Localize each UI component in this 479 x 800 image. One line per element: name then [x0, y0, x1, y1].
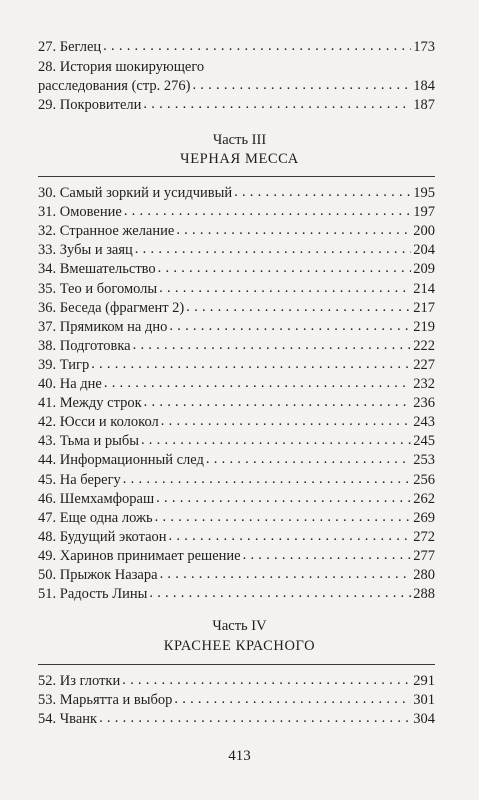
- toc-entry-title: 32. Странное желание: [38, 223, 175, 240]
- toc-entry-page: 232: [413, 376, 435, 392]
- toc-entry-title: 36. Беседа (фрагмент 2): [38, 299, 185, 316]
- toc-entry-title: 52. Из глотки: [38, 673, 121, 689]
- toc-entry-title: 47. Еще одна ложь: [38, 509, 153, 526]
- toc-entry-title-line1: 28. История шокирующего: [38, 59, 205, 75]
- toc-entry-title: 46. Шемхамфораш: [38, 490, 155, 507]
- dot-leader: [243, 546, 412, 564]
- toc-entry: [38, 394, 435, 412]
- toc-entry-page: 195: [413, 185, 435, 201]
- toc-entry: [38, 96, 435, 114]
- divider: [38, 664, 435, 665]
- dot-leader: [186, 298, 411, 316]
- toc-entry-title: 51. Радость Лины: [38, 586, 148, 603]
- toc-entry-page: 243: [413, 414, 435, 431]
- part-heading: Часть IV: [212, 618, 267, 634]
- toc-entry: [38, 280, 435, 298]
- page-number: 413: [228, 748, 251, 764]
- divider: [38, 176, 435, 177]
- toc-entry-title: 45. На берегу: [38, 471, 121, 488]
- toc-entry: [38, 471, 435, 489]
- toc-entry: [38, 528, 435, 546]
- toc-entry-title: 43. Тьма и рыбы: [38, 433, 139, 450]
- dot-leader: [169, 527, 412, 545]
- toc-entry-page: 227: [413, 356, 435, 373]
- toc-entry-page: 173: [413, 39, 435, 55]
- toc-entry-page: 277: [413, 547, 435, 564]
- toc-entry: [38, 77, 435, 95]
- toc-entry-title: 38. Подготовка: [38, 337, 131, 354]
- toc-entry: [38, 432, 435, 450]
- toc-entry-title: 42. Юсси и колокол: [38, 414, 159, 431]
- toc-entry: [38, 710, 435, 728]
- toc-entry-page: 217: [413, 299, 435, 316]
- toc-entry-title: 40. На дне: [38, 376, 102, 392]
- toc-entry-page: 256: [413, 471, 435, 488]
- dot-leader: [124, 202, 411, 220]
- toc-entry-page: 214: [413, 280, 435, 297]
- dot-leader: [143, 95, 411, 113]
- dot-leader: [169, 317, 411, 335]
- toc-entry-title: 33. Зубы и заяц: [38, 242, 133, 259]
- toc-entry-title: 48. Будущий экотаон: [38, 528, 167, 545]
- toc-entry: [38, 691, 435, 709]
- dot-leader: [155, 508, 412, 526]
- toc-entry-page: 253: [413, 452, 435, 469]
- toc-entry: [38, 451, 435, 469]
- toc-entry-page: 269: [413, 509, 435, 526]
- dot-leader: [176, 221, 411, 239]
- toc-entry-page: 291: [413, 673, 435, 689]
- toc-entry: [38, 509, 435, 527]
- toc-entry: [38, 413, 435, 431]
- toc-entry-page: 200: [413, 223, 435, 240]
- dot-leader: [158, 259, 412, 277]
- toc-entry-page: 272: [413, 528, 435, 545]
- dot-leader: [160, 565, 412, 583]
- toc-entry-page: 262: [413, 490, 435, 507]
- toc-entry-title: 39. Тигр: [38, 356, 90, 373]
- toc-entry-title: 35. Тео и богомолы: [38, 280, 158, 297]
- toc-entry: [38, 547, 435, 565]
- toc-entry: [38, 375, 435, 393]
- toc-entry-page: 204: [413, 242, 435, 259]
- dot-leader: [159, 279, 411, 297]
- toc-entry-title: 31. Омовение: [38, 204, 122, 221]
- dot-leader: [174, 690, 411, 708]
- dot-leader: [144, 393, 412, 411]
- toc-entry: [38, 318, 435, 336]
- part-title: КРАСНЕЕ КРАСНОГО: [163, 638, 316, 654]
- dot-leader: [104, 374, 411, 392]
- toc-entry-page: 236: [413, 395, 435, 412]
- toc-entry-title: 37. Прямиком на дно: [38, 318, 168, 335]
- toc-entry-title: 44. Информационный след: [38, 452, 204, 469]
- toc-entry-page: 209: [413, 261, 435, 278]
- dot-leader: [103, 37, 411, 55]
- toc-entry-page: 280: [413, 567, 435, 583]
- dot-leader: [161, 412, 411, 430]
- toc-entry-title: 30. Самый зоркий и усидчивый: [38, 185, 233, 201]
- toc-entry-page: 288: [413, 586, 435, 603]
- toc-entry-page: 219: [413, 318, 435, 335]
- toc-entry-title: 49. Харинов принимает решение: [38, 547, 241, 564]
- part-heading: Часть III: [212, 132, 267, 148]
- dot-leader: [192, 76, 411, 94]
- dot-leader: [135, 240, 411, 258]
- toc-entry: [38, 38, 435, 56]
- toc-entry: [38, 203, 435, 221]
- toc-entry: [38, 490, 435, 508]
- dot-leader: [149, 584, 411, 602]
- toc-entry: [38, 356, 435, 374]
- dot-leader: [141, 431, 411, 449]
- dot-leader: [91, 355, 411, 373]
- dot-leader: [156, 489, 411, 507]
- toc-entry: [38, 566, 435, 584]
- dot-leader: [123, 470, 411, 488]
- toc-entry-page: 197: [413, 204, 435, 221]
- toc-entry-page: 187: [413, 97, 435, 113]
- toc-entry-page: 301: [413, 692, 435, 709]
- toc-entry-title: 29. Покровители: [38, 97, 142, 113]
- toc-entry: [38, 672, 435, 690]
- dot-leader: [133, 336, 412, 354]
- toc-entry: [38, 241, 435, 259]
- toc-entry: [38, 337, 435, 355]
- toc-entry-title: 34. Вмешательство: [38, 261, 156, 278]
- toc-entry-title: 50. Прыжок Назара: [38, 567, 158, 583]
- toc-entry-page: 184: [413, 78, 435, 94]
- dot-leader: [99, 709, 411, 727]
- toc-entry-page: 304: [413, 711, 435, 728]
- toc-entry: [38, 585, 435, 603]
- dot-leader: [234, 183, 411, 201]
- toc-entry: [38, 184, 435, 202]
- toc-entry-title: 53. Марьятта и выбор: [38, 692, 173, 709]
- dot-leader: [122, 671, 411, 689]
- toc-entry-title: 27. Беглец: [38, 39, 102, 55]
- toc-entry: [38, 260, 435, 278]
- toc-entry-title-line2: расследования (стр. 276): [38, 78, 191, 94]
- part-title: ЧЕРНАЯ МЕССА: [180, 151, 299, 167]
- toc-entry-title: 41. Между строк: [38, 395, 142, 412]
- toc-entry-page: 245: [413, 433, 435, 450]
- toc-entry: [38, 222, 435, 240]
- toc-entry-title: 54. Чванк: [38, 711, 98, 728]
- dot-leader: [206, 450, 411, 468]
- toc-entry: [38, 299, 435, 317]
- toc-entry-page: 222: [413, 337, 435, 354]
